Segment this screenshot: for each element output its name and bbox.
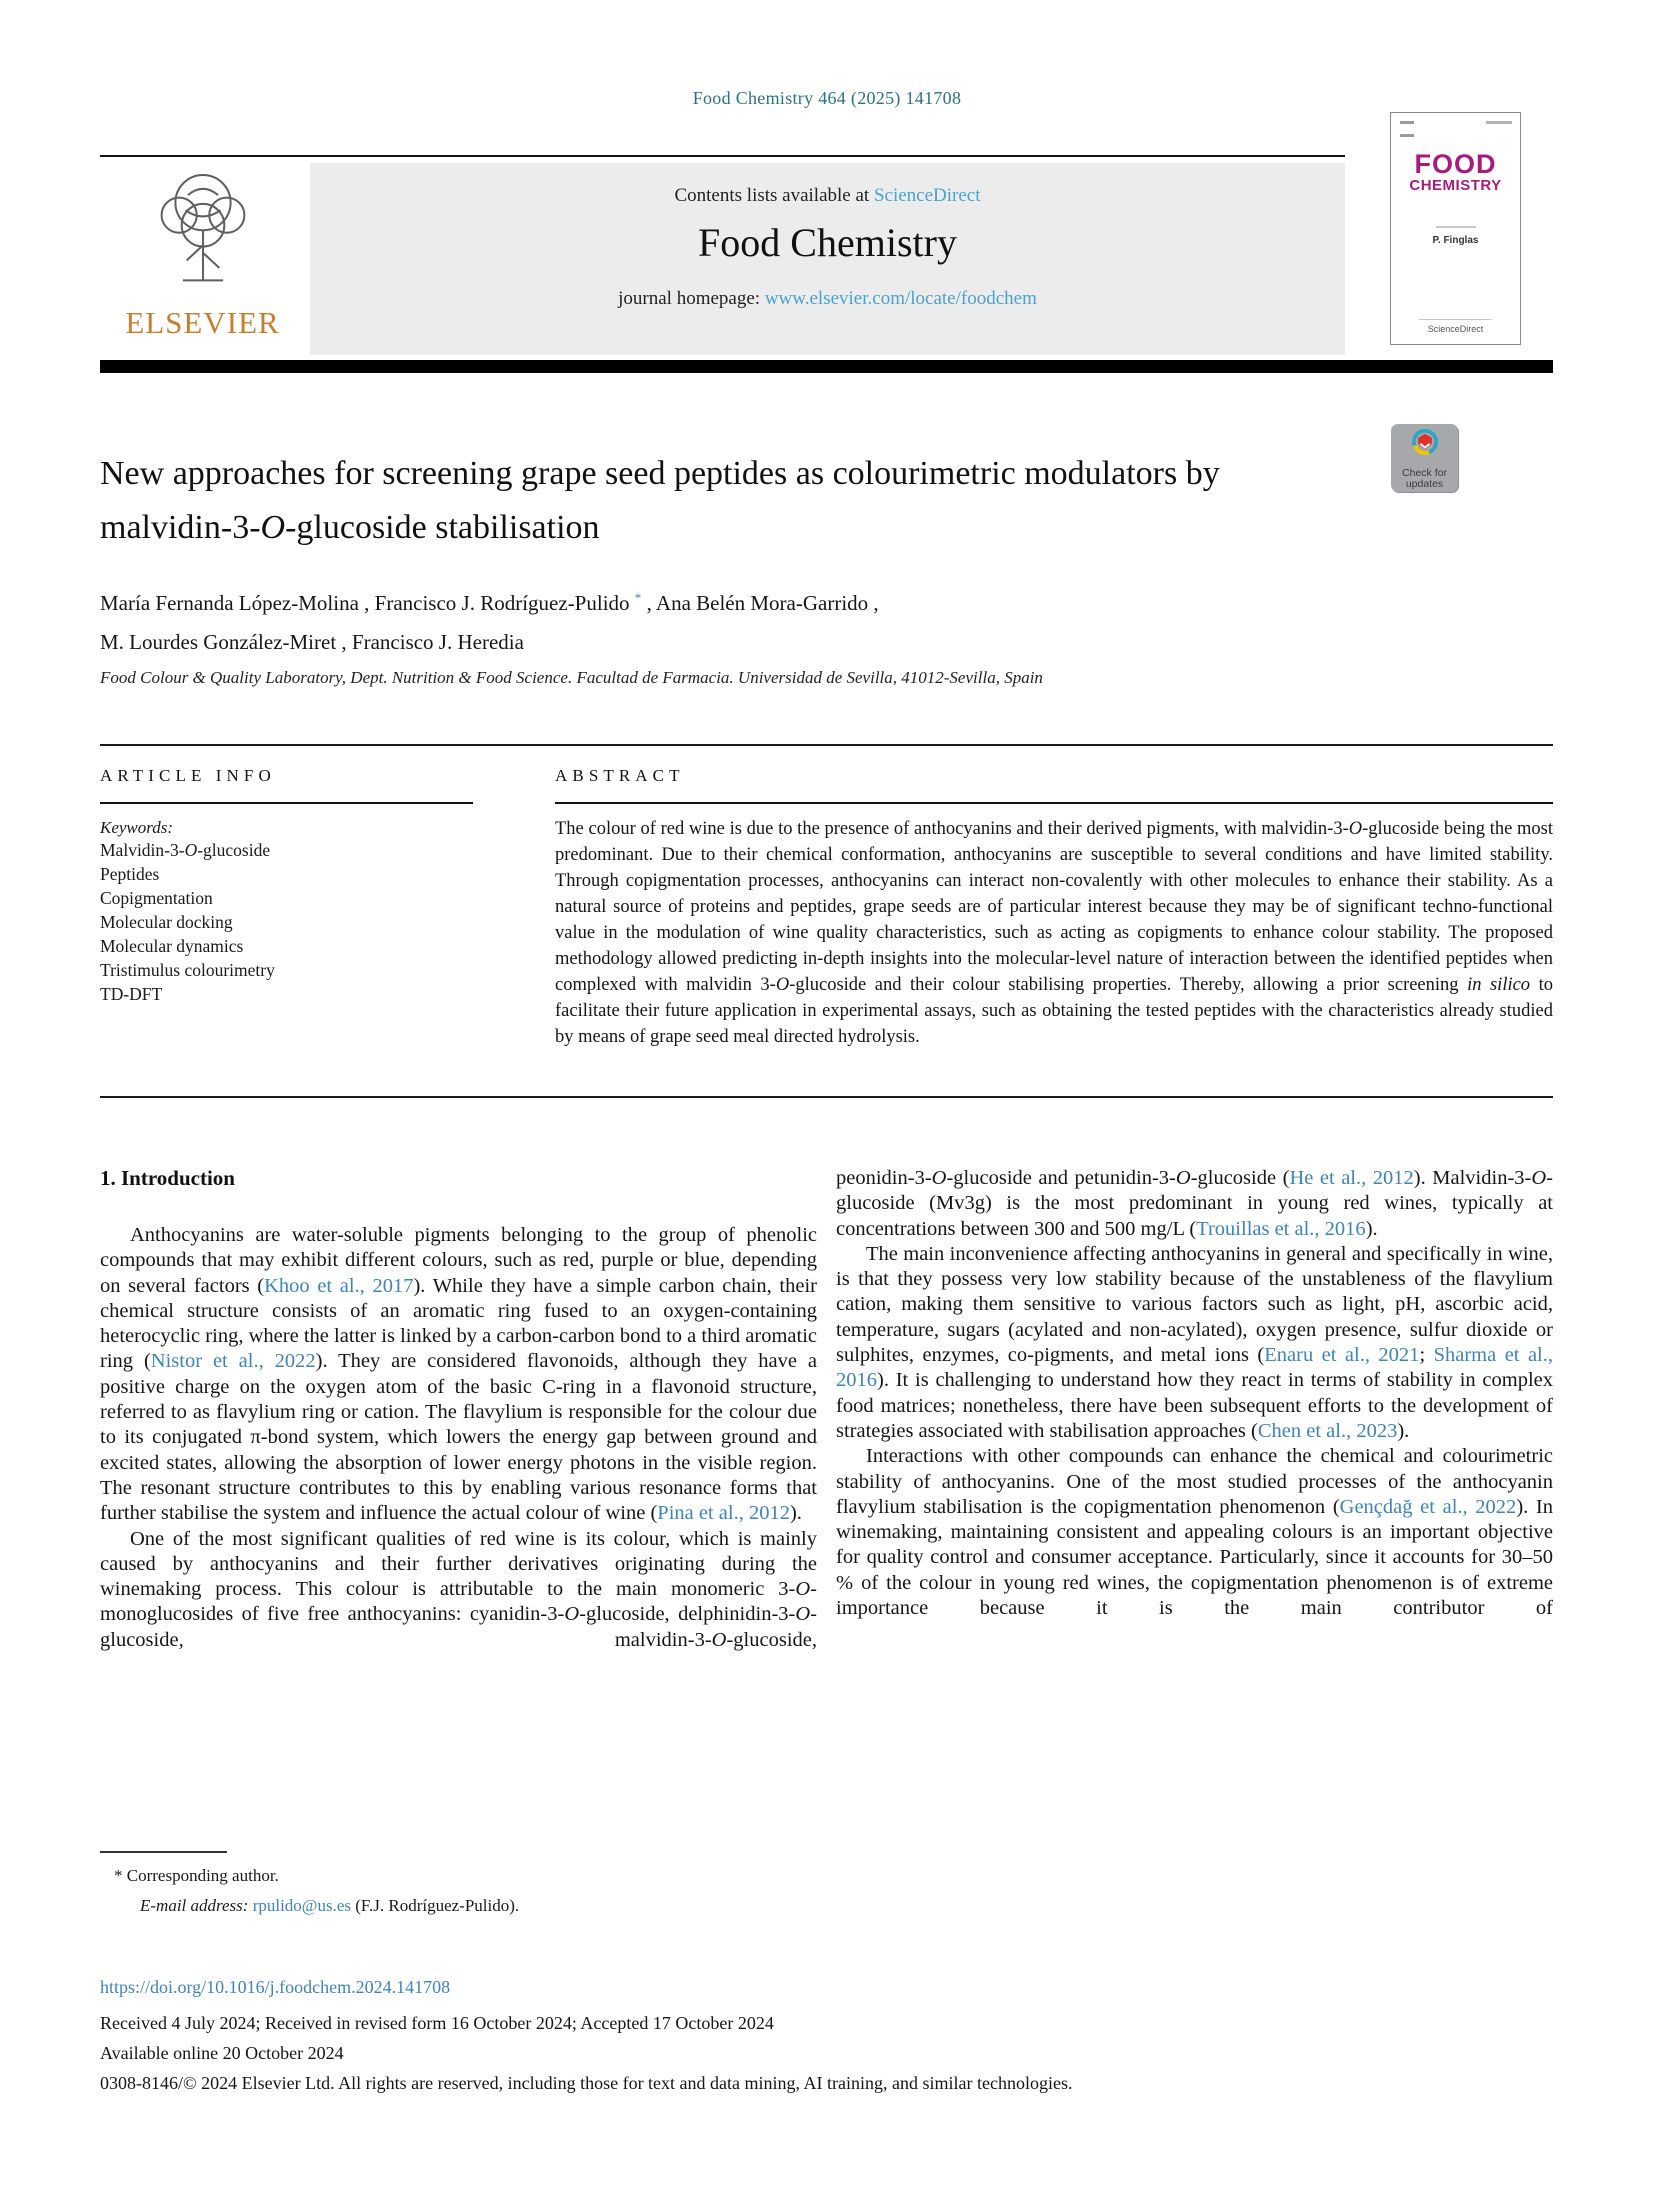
text-segment: ). <box>1397 1419 1410 1442</box>
journal-cover-thumbnail[interactable] <box>1390 112 1521 345</box>
elsevier-logo <box>100 163 305 355</box>
text-segment: O <box>711 1628 727 1651</box>
text-segment: O <box>795 1603 811 1626</box>
introduction-section <box>100 1166 1553 1653</box>
text-segment: -glucoside, malvidin-3- <box>100 1603 817 1651</box>
text-segment: O <box>795 1578 811 1601</box>
text-segment: peonidin-3- <box>836 1167 932 1189</box>
abstract-text <box>555 816 1553 1050</box>
footnote-rule <box>100 1851 227 1853</box>
text-segment: O <box>1348 819 1363 839</box>
homepage-line <box>310 288 1345 310</box>
text-segment: ). They are considered flavonoids, although they have a positive charge on the oxygen atom of the basic C-ring in a flavonoid structure, referred to as flavylium ring or cation. The flavylium is responsible for the colour due to its conjugated π-bond system, which lowers the energy gap between ground and excited states, allowing the absorption of lower energy photons in the visible region. The resonant structure contributes to this by enabling various resonance forms that further stabilise the system and influence the actual colour of wine ( <box>100 1350 817 1525</box>
intro-column-left <box>100 1166 817 1653</box>
text-segment: Molecular dynamics <box>100 936 244 956</box>
text-segment: to facilitate their future application in experimental assays, such as obtaining the tested peptides with the characteristics already studied by means of grape seed meal directed hydrolysis. <box>555 975 1553 1047</box>
citation-link[interactable]: Pina et al., 2012 <box>657 1502 790 1525</box>
citation-link[interactable]: * <box>634 590 642 605</box>
email-address-line <box>100 1891 960 1921</box>
citation-link[interactable]: Khoo et al., 2017 <box>264 1274 414 1297</box>
text-segment: Malvidin-3- <box>100 840 185 860</box>
text-segment: O <box>1531 1167 1547 1189</box>
article-info-heading: ARTICLE INFO <box>100 766 276 785</box>
intro-paragraph <box>836 1242 1553 1444</box>
citation-link[interactable]: Enaru et al., 2021 <box>1264 1344 1420 1367</box>
header-divider <box>100 155 1345 157</box>
keyword-item <box>100 982 473 1006</box>
text-segment: -glucoside <box>197 840 271 860</box>
corresponding-author-note: * Corresponding author. <box>114 1866 279 1885</box>
text-segment: O <box>931 1167 947 1189</box>
crossmark-icon <box>1406 426 1444 464</box>
intro-column-right <box>836 1166 1553 1653</box>
text-segment: ). <box>789 1502 802 1525</box>
cover-elsevier-mark-icon <box>1400 121 1414 137</box>
homepage-url-link[interactable]: www.elsevier.com/locate/foodchem <box>764 288 1037 309</box>
abstract-column <box>555 766 1553 1050</box>
cover-issn-mark <box>1486 121 1512 124</box>
intro-paragraph <box>100 1527 817 1653</box>
elsevier-tree-icon <box>140 165 266 303</box>
article-info-column <box>100 766 473 1050</box>
masthead-box <box>310 163 1345 355</box>
keyword-item <box>100 862 473 886</box>
text-segment: ). While they have a simple carbon chain, their chemical structure consists of an aromatic ring fused to an oxygen-containing heterocyclic ring, where the latter is linked by a carbon-carbon bond to a third aromatic ring ( <box>100 1274 817 1373</box>
text-segment: Interactions with other compounds can enhance the chemical and colourimetric stability of anthocyanins. One of the most studied processes of the anthocyanin flavylium stabilisation is the copigmentation phenomenon ( <box>836 1445 1553 1518</box>
keyword-item <box>100 838 473 862</box>
text-segment: -glucoside stabilisation <box>285 509 600 546</box>
citation-link[interactable]: rpulido@us.es <box>252 1896 351 1915</box>
text-segment: , Ana Belén Mora-Garrido , <box>641 591 879 615</box>
abstract-heading: ABSTRACT <box>555 766 685 785</box>
text-segment: -glucoside and petunidin-3- <box>946 1167 1176 1189</box>
text-segment: TD-DFT <box>100 984 163 1004</box>
text-segment: ; <box>1419 1344 1434 1367</box>
authors-line1 <box>100 578 1420 623</box>
imprint-block <box>100 1972 1553 2098</box>
text-segment: -glucoside and their colour stabilising properties. Thereby, allowing a prior screening <box>789 975 1468 995</box>
article-title <box>100 447 1340 555</box>
text-segment: (F.J. Rodríguez-Pulido). <box>351 1896 520 1915</box>
info-abstract-section <box>100 766 1553 1050</box>
keyword-item <box>100 910 473 934</box>
cover-sciencedirect-brand: ScienceDirect <box>1427 324 1484 334</box>
cover-title-food: FOOD <box>1414 149 1497 179</box>
intro-paragraph <box>836 1166 1553 1242</box>
article-info-rule <box>100 802 473 804</box>
citation-link[interactable]: Gençdağ et al., 2022 <box>1339 1495 1517 1518</box>
text-segment: O <box>564 1603 580 1626</box>
footnote-block <box>100 1851 960 1921</box>
homepage-prefix: journal homepage: <box>618 288 765 309</box>
authors-line2 <box>100 623 1420 662</box>
contents-prefix: Contents lists available at <box>674 185 874 206</box>
badge-label-line2: updates <box>1405 478 1444 490</box>
keyword-item <box>100 886 473 910</box>
text-segment: ). <box>1365 1217 1378 1240</box>
text-segment: -monoglucosides of five free anthocyanins: cyanidin-3- <box>100 1578 817 1626</box>
affiliation: Food Colour & Quality Laboratory, Dept. Nutrition & Food Science. Facultad de Farmacia. Universidad de Sevilla, 41012-Sevilla, Spain <box>100 668 1043 687</box>
cover-editor-rule <box>1436 226 1476 228</box>
keyword-item <box>100 958 473 982</box>
text-segment: E-mail address: <box>140 1896 249 1915</box>
copyright-line: 0308-8146/© 2024 Elsevier Ltd. All rights are reserved, including those for text and data mining, AI training, and similar technologies. <box>100 2073 1073 2093</box>
introduction-heading: 1. Introduction <box>100 1166 235 1190</box>
citation-link[interactable]: Nistor et al., 2022 <box>150 1350 316 1373</box>
text-segment: Molecular docking <box>100 912 233 932</box>
available-online-date: Available online 20 October 2024 <box>100 2043 344 2063</box>
text-segment: The colour of red wine is due to the presence of anthocyanins and their derived pigments, with malvidin-3- <box>555 819 1349 839</box>
badge-label-line1: Check for <box>1402 467 1447 479</box>
section-divider <box>100 744 1553 746</box>
text-segment: M. Lourdes González-Miret , Francisco J. Heredia <box>100 630 524 654</box>
check-for-updates-badge[interactable] <box>1391 424 1458 492</box>
contents-line <box>310 163 1345 207</box>
received-dates: Received 4 July 2024; Received in revised form 16 October 2024; Accepted 17 October 2024 <box>100 2013 774 2033</box>
abstract-rule <box>555 802 1553 804</box>
text-segment: María Fernanda López-Molina , Francisco J. Rodríguez-Pulido <box>100 591 635 615</box>
intro-paragraph <box>100 1223 817 1527</box>
elsevier-wordmark: ELSEVIER <box>125 305 280 340</box>
text-segment: O <box>1175 1167 1191 1189</box>
cover-editor-name: P. Finglas <box>1432 235 1479 246</box>
text-segment: -glucoside, <box>726 1628 817 1651</box>
citation-link[interactable]: Trouillas et al., 2016 <box>1196 1217 1366 1240</box>
journal-title: Food Chemistry <box>698 220 957 265</box>
abstract-bottom-divider <box>100 1096 1553 1098</box>
citation-link[interactable]: Chen et al., 2023 <box>1257 1419 1398 1442</box>
doi-link[interactable]: https://doi.org/10.1016/j.foodchem.2024.141708 <box>100 1977 451 1997</box>
intro-paragraph <box>836 1444 1553 1621</box>
text-segment: -glucoside (Mv3g) is the most predominant in young red wines, typically at concentrations between 300 and 500 mg/L ( <box>836 1167 1553 1240</box>
journal-reference: Food Chemistry 464 (2025) 141708 <box>692 88 962 108</box>
cover-footer-rule <box>1419 319 1492 320</box>
authors-block <box>100 578 1420 662</box>
text-segment: Copigmentation <box>100 888 213 908</box>
text-segment: Peptides <box>100 864 160 884</box>
cover-title-chemistry: CHEMISTRY <box>1409 177 1502 194</box>
citation-link[interactable]: Sharma et al., 2016 <box>836 1344 1553 1392</box>
sciencedirect-link[interactable]: ScienceDirect <box>873 185 981 206</box>
text-segment: -glucoside, delphinidin-3- <box>579 1603 796 1626</box>
text-segment: ). Malvidin-3- <box>1413 1167 1532 1189</box>
keywords-label: Keywords: <box>100 818 174 837</box>
text-segment: O <box>260 509 286 546</box>
text-segment: -glucoside ( <box>1190 1167 1290 1189</box>
text-segment: The main inconvenience affecting anthocyanins in general and specifically in wine, is that they possess very low stability because of the unstableness of the flavylium cation, making them sensitive to various factors such as light, pH, ascorbic acid, temperature, sugars (acylated and non-acylated), oxygen presence, sulfur dioxide or sulphites, enzymes, co-pigments, and metal ions ( <box>836 1242 1553 1367</box>
keyword-item <box>100 934 473 958</box>
text-segment: ). In winemaking, maintaining consistent and appealing colours is an important objective for quality control and consumer acceptance. Particularly, since it accounts for 30–50 % of the colour in young red wines, the copigmentation phenomenon is of extreme importance because it is the main contributor of <box>836 1495 1553 1620</box>
citation-link[interactable]: He et al., 2012 <box>1289 1167 1414 1189</box>
text-segment: O <box>184 840 198 860</box>
text-segment: O <box>775 975 790 995</box>
text-segment: One of the most significant qualities of red wine is its colour, which is mainly caused by anthocyanins and their further derivatives originating during the winemaking process. This colour is attributable to the main monomeric 3- <box>100 1527 817 1601</box>
text-segment: New approaches for screening grape seed peptides as colourimetric modulators by malvidin-3- <box>100 455 1220 546</box>
text-segment: ). It is challenging to understand how they react in terms of stability in complex food matrices; nonetheless, there have been subsequent efforts to the development of strategies associated with stabilisation approaches ( <box>836 1369 1553 1442</box>
masthead-thick-bar <box>100 360 1553 373</box>
text-segment: in silico <box>1467 975 1531 995</box>
text-segment: -glucoside being the most predominant. Due to their chemical conformation, anthocyanins are susceptible to several conditions and have limited stability. Through copigmentation processes, anthocyanins can interact non-covalently with other molecules to enhance their stability. As a natural source of proteins and peptides, grape seeds are of particular interest because they may be of significant techno-functional value in the modulation of wine quality characteristics, such as acting as copigments to enhance colour stability. The proposed methodology allowed predicting in-depth insights into the molecular-level nature of interaction between the identified peptides when complexed with malvidin 3- <box>555 819 1553 995</box>
text-segment: Anthocyanins are water-soluble pigments belonging to the group of phenolic compounds that may exhibit different colours, such as red, purple or blue, depending on several factors ( <box>100 1224 817 1297</box>
text-segment: Tristimulus colourimetry <box>100 960 275 980</box>
